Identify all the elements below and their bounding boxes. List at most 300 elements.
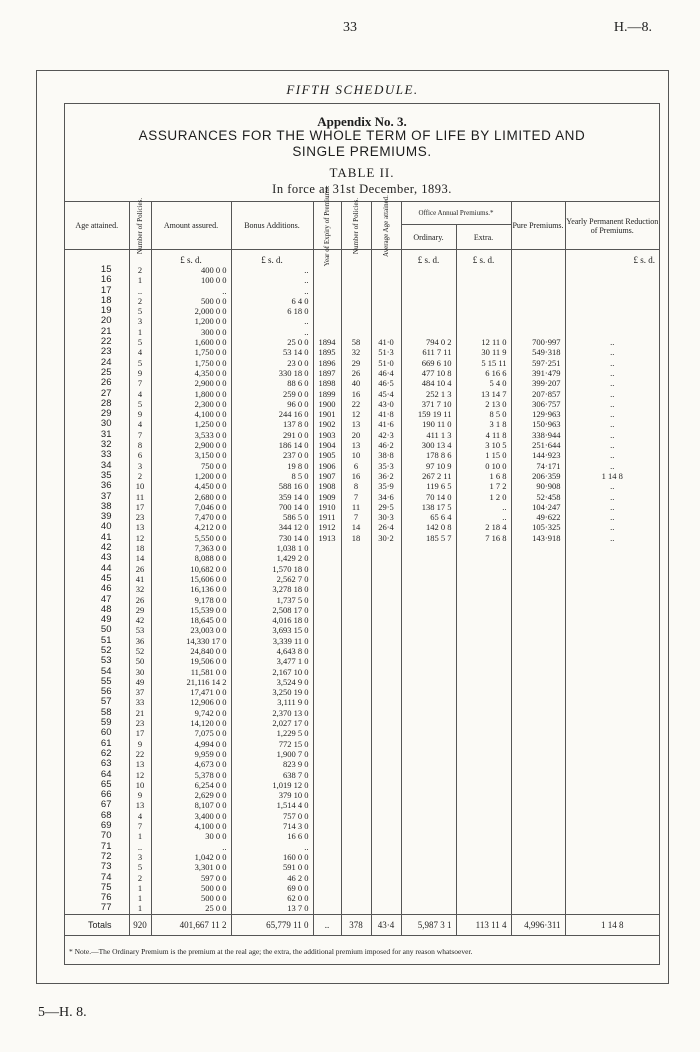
year-expiry-cell: 1899: [313, 389, 341, 399]
policies-cell: 7: [129, 821, 151, 831]
average-age-cell: 42·3: [371, 430, 401, 440]
policies-2-cell: [341, 883, 371, 893]
pure-cell: [511, 718, 565, 728]
table-row: [65, 409, 659, 419]
extra-cell: [456, 780, 511, 790]
ordinary-cell: [401, 636, 456, 646]
table-row: [65, 316, 659, 326]
table-row: [65, 461, 659, 471]
extra-cell: 2 13 0: [456, 399, 511, 409]
year-expiry-cell: 1898: [313, 378, 341, 388]
age-cell: 37: [100, 491, 112, 502]
pure-cell: [511, 574, 565, 584]
footer-ref: 5—H. 8.: [38, 1005, 87, 1020]
year-expiry-cell: [313, 873, 341, 883]
policies-2-cell: 7: [341, 492, 371, 502]
policies-2-cell: [341, 574, 371, 584]
yearly-cell: [565, 636, 659, 646]
units-yearly: £ s. d.: [565, 250, 659, 266]
average-age-cell: 45·4: [371, 389, 401, 399]
table-row: [65, 399, 659, 409]
ordinary-cell: [401, 821, 456, 831]
ordinary-cell: [401, 605, 456, 615]
table-row: [65, 419, 659, 429]
average-age-cell: 51·3: [371, 347, 401, 357]
pure-cell: [511, 553, 565, 563]
ordinary-cell: 65 6 4: [401, 512, 456, 522]
year-expiry-cell: 1905: [313, 450, 341, 460]
amount-cell: 4,100 0 0: [151, 821, 231, 831]
bonus-cell: 3,278 18 0: [231, 584, 313, 594]
yearly-cell: [565, 615, 659, 625]
extra-cell: 0 10 0: [456, 461, 511, 471]
pure-cell: [511, 584, 565, 594]
amount-cell: 8,088 0 0: [151, 553, 231, 563]
year-expiry-cell: [313, 749, 341, 759]
age-cell: 72: [100, 851, 112, 862]
age-cell: 22: [100, 337, 112, 348]
pure-cell: [511, 780, 565, 790]
yearly-cell: ..: [565, 399, 659, 409]
policies-2-cell: [341, 656, 371, 666]
amount-cell: 15,539 0 0: [151, 605, 231, 615]
average-age-cell: [371, 553, 401, 563]
policies-cell: 8: [129, 440, 151, 450]
ordinary-cell: 267 2 11: [401, 471, 456, 481]
header-pure-premiums: Pure Premiums.: [511, 202, 565, 250]
amount-cell: 19,506 0 0: [151, 656, 231, 666]
policies-2-cell: [341, 728, 371, 738]
age-cell: 46: [100, 584, 112, 595]
amount-cell: ..: [151, 286, 231, 296]
year-expiry-cell: 1906: [313, 461, 341, 471]
pure-cell: 597·251: [511, 358, 565, 368]
policies-cell: 4: [129, 419, 151, 429]
yearly-cell: [565, 708, 659, 718]
table-row: [65, 265, 659, 275]
extra-cell: 1 15 0: [456, 450, 511, 460]
age-cell: 28: [100, 398, 112, 409]
ordinary-cell: 252 1 3: [401, 389, 456, 399]
pure-cell: 700·997: [511, 337, 565, 347]
bonus-cell: 291 0 0: [231, 430, 313, 440]
year-expiry-cell: 1897: [313, 368, 341, 378]
table-row: [65, 605, 659, 615]
average-age-cell: [371, 790, 401, 800]
table-row: [65, 718, 659, 728]
yearly-cell: [565, 739, 659, 749]
policies-cell: 3: [129, 316, 151, 326]
policies-cell: 7: [129, 430, 151, 440]
bonus-cell: 3,339 11 0: [231, 636, 313, 646]
year-expiry-cell: [313, 646, 341, 656]
amount-cell: 750 0 0: [151, 461, 231, 471]
age-cell: 74: [100, 872, 112, 883]
units-extra: £ s. d.: [456, 250, 511, 266]
bonus-cell: 244 16 0: [231, 409, 313, 419]
amount-cell: 6,254 0 0: [151, 780, 231, 790]
ordinary-cell: 159 19 11: [401, 409, 456, 419]
totals-cell: 43·4: [371, 914, 401, 935]
page-number: 33: [343, 20, 357, 35]
bonus-cell: 259 0 0: [231, 389, 313, 399]
policies-cell: 2: [129, 296, 151, 306]
ordinary-cell: 477 10 8: [401, 368, 456, 378]
yearly-cell: [565, 800, 659, 810]
table-row: [65, 450, 659, 460]
age-cell: 55: [100, 676, 112, 687]
bonus-cell: ..: [231, 286, 313, 296]
average-age-cell: [371, 893, 401, 903]
ordinary-cell: [401, 780, 456, 790]
yearly-cell: [565, 811, 659, 821]
amount-cell: 4,350 0 0: [151, 368, 231, 378]
policies-2-cell: [341, 903, 371, 914]
year-expiry-cell: [313, 852, 341, 862]
ordinary-cell: [401, 564, 456, 574]
ordinary-cell: 119 6 5: [401, 481, 456, 491]
policies-cell: 9: [129, 409, 151, 419]
year-expiry-cell: [313, 883, 341, 893]
average-age-cell: [371, 275, 401, 285]
extra-cell: [456, 553, 511, 563]
ordinary-cell: [401, 903, 456, 914]
yearly-cell: ..: [565, 440, 659, 450]
header-age: Age attained.: [65, 202, 129, 250]
bonus-cell: 2,508 17 0: [231, 605, 313, 615]
year-expiry-cell: [313, 625, 341, 635]
year-expiry-cell: [313, 739, 341, 749]
average-age-cell: [371, 605, 401, 615]
policies-cell: 13: [129, 522, 151, 532]
year-expiry-cell: 1896: [313, 358, 341, 368]
policies-2-cell: [341, 831, 371, 841]
amount-cell: 23,003 0 0: [151, 625, 231, 635]
age-cell: 64: [100, 769, 112, 780]
age-cell: 51: [100, 635, 112, 646]
bonus-cell: 714 3 0: [231, 821, 313, 831]
average-age-cell: [371, 625, 401, 635]
policies-2-cell: [341, 862, 371, 872]
amount-cell: 1,800 0 0: [151, 389, 231, 399]
yearly-cell: [565, 780, 659, 790]
amount-cell: 4,673 0 0: [151, 759, 231, 769]
policies-2-cell: 40: [341, 378, 371, 388]
pure-cell: 251·644: [511, 440, 565, 450]
extra-cell: [456, 327, 511, 337]
policies-2-cell: [341, 265, 371, 275]
ordinary-cell: [401, 770, 456, 780]
ordinary-cell: [401, 625, 456, 635]
yearly-cell: [565, 553, 659, 563]
ordinary-cell: [401, 739, 456, 749]
age-cell: 44: [100, 563, 112, 574]
average-age-cell: [371, 749, 401, 759]
average-age-cell: [371, 636, 401, 646]
extra-cell: [456, 275, 511, 285]
age-cell: 60: [100, 728, 112, 739]
table-row: [65, 852, 659, 862]
extra-cell: [456, 759, 511, 769]
bonus-cell: 3,250 19 0: [231, 687, 313, 697]
yearly-cell: [565, 677, 659, 687]
year-expiry-cell: [313, 615, 341, 625]
amount-cell: 1,750 0 0: [151, 358, 231, 368]
yearly-cell: ..: [565, 378, 659, 388]
table-row: [65, 780, 659, 790]
table-row: [65, 595, 659, 605]
pure-cell: 391·479: [511, 368, 565, 378]
policies-cell: 52: [129, 646, 151, 656]
policies-cell: 1: [129, 275, 151, 285]
bonus-cell: 1,570 18 0: [231, 564, 313, 574]
ordinary-cell: [401, 553, 456, 563]
pure-cell: [511, 697, 565, 707]
extra-cell: [456, 574, 511, 584]
bonus-cell: 69 0 0: [231, 883, 313, 893]
year-expiry-cell: 1910: [313, 502, 341, 512]
ordinary-cell: [401, 615, 456, 625]
extra-cell: 1 6 8: [456, 471, 511, 481]
policies-cell: 49: [129, 677, 151, 687]
policies-2-cell: 11: [341, 502, 371, 512]
policies-2-cell: [341, 595, 371, 605]
age-cell: 52: [100, 645, 112, 656]
units-row: [65, 250, 659, 266]
bonus-cell: 137 8 0: [231, 419, 313, 429]
bonus-cell: 823 9 0: [231, 759, 313, 769]
bonus-cell: 25 0 0: [231, 337, 313, 347]
policies-2-cell: [341, 286, 371, 296]
policies-2-cell: [341, 625, 371, 635]
extra-cell: [456, 821, 511, 831]
table-row: [65, 522, 659, 532]
age-cell: 42: [100, 543, 112, 554]
yearly-cell: [565, 327, 659, 337]
policies-cell: 33: [129, 697, 151, 707]
yearly-cell: ..: [565, 389, 659, 399]
amount-cell: 21,116 14 2: [151, 677, 231, 687]
pure-cell: [511, 842, 565, 852]
yearly-cell: [565, 770, 659, 780]
policies-cell: 23: [129, 718, 151, 728]
policies-2-cell: 22: [341, 399, 371, 409]
average-age-cell: 36·2: [371, 471, 401, 481]
policies-2-cell: [341, 615, 371, 625]
year-expiry-cell: 1909: [313, 492, 341, 502]
table-row: [65, 831, 659, 841]
ordinary-cell: [401, 667, 456, 677]
bonus-cell: 1,038 1 0: [231, 543, 313, 553]
table-row: [65, 842, 659, 852]
bonus-cell: 1,737 5 0: [231, 595, 313, 605]
yearly-cell: ..: [565, 522, 659, 532]
pure-cell: [511, 625, 565, 635]
year-expiry-cell: [313, 903, 341, 914]
age-cell: 29: [100, 409, 112, 420]
footnote: * Note.—The Ordinary Premium is the premium at the real age; the extra, the additional premium imposed for any reason whatsoever.: [69, 947, 473, 956]
pure-cell: [511, 296, 565, 306]
amount-cell: 5,378 0 0: [151, 770, 231, 780]
policies-2-cell: [341, 636, 371, 646]
amount-cell: 500 0 0: [151, 883, 231, 893]
amount-cell: 7,470 0 0: [151, 512, 231, 522]
ordinary-cell: [401, 656, 456, 666]
policies-cell: 12: [129, 533, 151, 543]
bonus-cell: 586 5 0: [231, 512, 313, 522]
average-age-cell: [371, 677, 401, 687]
policies-cell: 32: [129, 584, 151, 594]
amount-cell: 15,606 0 0: [151, 574, 231, 584]
policies-2-cell: 7: [341, 512, 371, 522]
policies-2-cell: [341, 584, 371, 594]
bonus-cell: 3,111 9 0: [231, 697, 313, 707]
year-expiry-cell: [313, 275, 341, 285]
table-row: [65, 677, 659, 687]
year-expiry-cell: [313, 800, 341, 810]
amount-cell: 1,042 0 0: [151, 852, 231, 862]
extra-cell: [456, 883, 511, 893]
table-row: [65, 667, 659, 677]
policies-cell: 3: [129, 461, 151, 471]
ordinary-cell: [401, 728, 456, 738]
table-row: [65, 471, 659, 481]
policies-cell: 6: [129, 450, 151, 460]
schedule-title: FIFTH SCHEDULE.: [286, 82, 419, 97]
average-age-cell: [371, 883, 401, 893]
policies-cell: 29: [129, 605, 151, 615]
year-expiry-cell: [313, 811, 341, 821]
yearly-cell: ..: [565, 481, 659, 491]
amount-cell: 3,533 0 0: [151, 430, 231, 440]
table-body: [65, 250, 659, 936]
ordinary-cell: [401, 275, 456, 285]
year-expiry-cell: [313, 553, 341, 563]
header-amount: Amount assured.: [151, 202, 231, 250]
policies-2-cell: 18: [341, 533, 371, 543]
extra-cell: [456, 656, 511, 666]
ordinary-cell: 70 14 0: [401, 492, 456, 502]
policies-2-cell: 13: [341, 440, 371, 450]
extra-cell: ..: [456, 512, 511, 522]
bonus-cell: 588 16 0: [231, 481, 313, 491]
bonus-cell: 237 0 0: [231, 450, 313, 460]
extra-cell: 6 16 6: [456, 368, 511, 378]
age-cell: 17: [100, 285, 112, 296]
extra-cell: [456, 842, 511, 852]
yearly-cell: [565, 759, 659, 769]
policies-2-cell: [341, 780, 371, 790]
pure-cell: [511, 821, 565, 831]
extra-cell: 5 15 11: [456, 358, 511, 368]
yearly-cell: ..: [565, 492, 659, 502]
bonus-cell: 1,429 2 0: [231, 553, 313, 563]
policies-cell: 18: [129, 543, 151, 553]
average-age-cell: [371, 842, 401, 852]
table-row: [65, 636, 659, 646]
policies-cell: 17: [129, 728, 151, 738]
age-cell: 73: [100, 862, 112, 873]
year-expiry-cell: 1901: [313, 409, 341, 419]
year-expiry-cell: [313, 574, 341, 584]
age-cell: 36: [100, 481, 112, 492]
extra-cell: [456, 306, 511, 316]
average-age-cell: [371, 718, 401, 728]
pure-cell: [511, 316, 565, 326]
pure-cell: [511, 728, 565, 738]
bonus-cell: ..: [231, 327, 313, 337]
bonus-cell: 2,562 7 0: [231, 574, 313, 584]
age-cell: 45: [100, 573, 112, 584]
bonus-cell: 186 14 0: [231, 440, 313, 450]
amount-cell: 2,300 0 0: [151, 399, 231, 409]
policies-cell: 22: [129, 749, 151, 759]
year-expiry-cell: [313, 790, 341, 800]
year-expiry-cell: [313, 780, 341, 790]
table-row: [65, 770, 659, 780]
amount-cell: 100 0 0: [151, 275, 231, 285]
policies-cell: 53: [129, 625, 151, 635]
extra-cell: [456, 564, 511, 574]
table-row: [65, 306, 659, 316]
policies-2-cell: [341, 759, 371, 769]
bonus-cell: 638 7 0: [231, 770, 313, 780]
pure-cell: [511, 852, 565, 862]
average-age-cell: 41·8: [371, 409, 401, 419]
year-expiry-cell: [313, 697, 341, 707]
pure-cell: [511, 564, 565, 574]
year-expiry-cell: [313, 296, 341, 306]
amount-cell: 18,645 0 0: [151, 615, 231, 625]
average-age-cell: 26·4: [371, 522, 401, 532]
policies-2-cell: [341, 873, 371, 883]
amount-cell: 25 0 0: [151, 903, 231, 914]
age-cell: 61: [100, 738, 112, 749]
average-age-cell: [371, 770, 401, 780]
average-age-cell: [371, 697, 401, 707]
year-expiry-cell: [313, 584, 341, 594]
age-cell: 71: [100, 841, 112, 852]
bonus-cell: 772 15 0: [231, 739, 313, 749]
table-row: [65, 440, 659, 450]
totals-cell: 920: [129, 914, 151, 935]
policies-2-cell: 58: [341, 337, 371, 347]
yearly-cell: ..: [565, 409, 659, 419]
ordinary-cell: 138 17 5: [401, 502, 456, 512]
policies-cell: 2: [129, 265, 151, 275]
policies-cell: 37: [129, 687, 151, 697]
age-cell: 23: [100, 347, 112, 358]
average-age-cell: [371, 739, 401, 749]
pure-cell: 90·908: [511, 481, 565, 491]
average-age-cell: 51·0: [371, 358, 401, 368]
header-year-expiry: Year of Expiry of Premiums.: [313, 202, 341, 250]
table-row: [65, 811, 659, 821]
ordinary-cell: 411 1 3: [401, 430, 456, 440]
extra-cell: [456, 739, 511, 749]
policies-2-cell: [341, 790, 371, 800]
policies-cell: 7: [129, 378, 151, 388]
pure-cell: [511, 811, 565, 821]
amount-cell: 1,200 0 0: [151, 316, 231, 326]
average-age-cell: 41·6: [371, 419, 401, 429]
average-age-cell: 46·4: [371, 368, 401, 378]
ordinary-cell: 794 0 2: [401, 337, 456, 347]
pure-cell: [511, 543, 565, 553]
year-expiry-cell: [313, 718, 341, 728]
table-row: [65, 378, 659, 388]
yearly-cell: [565, 646, 659, 656]
